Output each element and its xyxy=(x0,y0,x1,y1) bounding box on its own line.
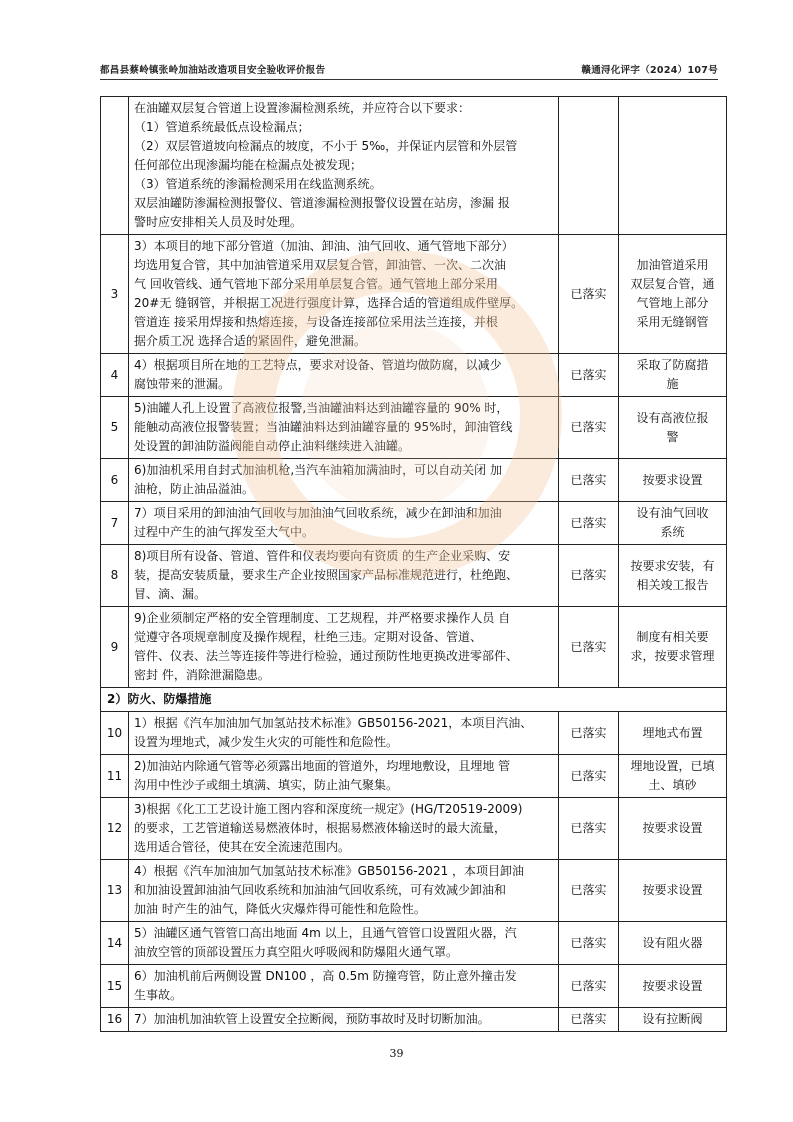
content-line: 密封 件，消除泄漏隐患。 xyxy=(134,668,270,682)
row-status: 已落实 xyxy=(559,235,619,354)
row-number xyxy=(101,97,129,235)
row-remark xyxy=(619,965,727,1008)
content-line: 7）加油机加油软管上设置安全拉断阀，预防事故时及时切断加油。 xyxy=(134,1012,490,1026)
row-remark xyxy=(619,545,727,607)
table-row xyxy=(101,459,727,502)
remark-line: 设有拉断阀 xyxy=(642,1012,703,1026)
content-line: 20#无 缝钢管，并根据工况进行强度计算，选择合适的管道组成件壁厚。 xyxy=(134,296,524,310)
row-remark xyxy=(619,607,727,688)
table-row xyxy=(101,607,727,688)
row-content xyxy=(129,97,559,235)
content-line: （2）双层管道坡向检漏点的坡度，不小于 5‰，并保证内层管和外层管 xyxy=(134,139,518,153)
content-line: （1）管道系统最低点设检漏点； xyxy=(134,120,310,134)
row-content xyxy=(129,1008,559,1032)
remark-line: 系统 xyxy=(660,525,685,539)
content-line: 8)项目所有设备、管道、管件和仪表均要向有资质 的生产企业采购、安 xyxy=(134,549,511,563)
remark-line: 按要求设置 xyxy=(642,883,703,897)
row-status: 已落实 xyxy=(559,712,619,755)
remark-line: 相关竣工报告 xyxy=(636,577,709,592)
content-line: 管件、仪表、法兰等连接件等进行检验，通过预防性地更换改进零部件、 xyxy=(134,649,519,663)
table-row xyxy=(101,860,727,922)
section-row xyxy=(101,688,727,712)
row-content xyxy=(129,397,559,459)
row-content xyxy=(129,545,559,607)
content-line: 油枪，防止油品溢油。 xyxy=(134,482,255,496)
row-content xyxy=(129,965,559,1008)
remark-line: 土、填砂 xyxy=(648,778,697,792)
row-remark xyxy=(619,798,727,860)
remark-line: 警 xyxy=(666,429,679,444)
row-content xyxy=(129,755,559,798)
row-number: 7 xyxy=(101,502,129,545)
remark-line: 采用无缝钢管 xyxy=(636,315,709,329)
remark-line: 按要求设置 xyxy=(642,472,703,487)
remark-line: 埋地设置，已填 xyxy=(630,759,715,773)
table-row xyxy=(101,545,727,607)
remark-line: 按要求设置 xyxy=(642,978,703,993)
row-remark xyxy=(619,712,727,755)
content-line: 设置为埋地式，减少发生火灾的可能性和危险性。 xyxy=(134,735,399,749)
table-row xyxy=(101,502,727,545)
page-number: 39 xyxy=(389,1047,404,1060)
row-status: 已落实 xyxy=(559,1008,619,1032)
row-remark xyxy=(619,502,727,545)
row-number: 11 xyxy=(101,755,129,798)
content-line: 加油 时产生的油气，降低火灾爆炸得可能性和危险性。 xyxy=(134,902,426,916)
row-content xyxy=(129,354,559,397)
row-number: 10 xyxy=(101,712,129,755)
content-line: 双层油罐防渗漏检测报警仪、管道渗漏检测报警仪设置在站房，渗漏 报 xyxy=(134,196,510,210)
row-remark xyxy=(619,922,727,965)
content-line: 和加油设置卸油油气回收系统和加油油气回收系统，可有效减少卸油和 xyxy=(134,883,507,897)
row-content xyxy=(129,922,559,965)
table-row xyxy=(101,965,727,1008)
content-line: 3）本项目的地下部分管道（加油、卸油、油气回收、通气管地下部分） xyxy=(134,239,514,253)
row-status: 已落实 xyxy=(559,755,619,798)
table-body xyxy=(101,97,727,1032)
row-remark xyxy=(619,459,727,502)
content-line: 在油罐双层复合管道上设置渗漏检测系统，并应符合以下要求： xyxy=(134,101,471,115)
remark-line: 求，按要求管理 xyxy=(630,649,715,663)
row-remark xyxy=(619,397,727,459)
remark-line: 制度有相关要 xyxy=(636,630,709,644)
content-line: 沟用中性沙子或细土填满、填实，防止油气聚集。 xyxy=(134,778,399,792)
content-line: 油放空管的顶部设置压力真空阻火呼吸阀和防爆阻火通气罩。 xyxy=(134,945,459,959)
content-line: 1）根据《汽车加油加气加氢站技术标准》GB50156-2021，本项目汽油、 xyxy=(134,716,533,730)
row-content xyxy=(129,607,559,688)
content-line: 警时应安排相关人员及时处理。 xyxy=(134,215,303,229)
row-remark xyxy=(619,354,727,397)
content-line: 过程中产生的油气挥发至大气中。 xyxy=(134,525,315,539)
row-status: 已落实 xyxy=(559,459,619,502)
content-line: 处设置的卸油防溢阀能自动停止油料继续进入油罐。 xyxy=(134,439,411,453)
row-number: 15 xyxy=(101,965,129,1008)
table-row xyxy=(101,235,727,354)
content-line: 腐蚀带来的泄漏。 xyxy=(134,377,231,391)
content-line: 6)加油机采用自封式加油机枪,当汽车油箱加满油时，可以自动关闭 加 xyxy=(134,463,502,477)
report-number: 赣通浔化评字（2024）107号 xyxy=(581,65,718,76)
content-line: 气 回收管线、通气管地下部分采用单层复合管。通气管地上部分采用 xyxy=(134,277,498,291)
row-remark xyxy=(619,755,727,798)
table-row xyxy=(101,354,727,397)
remark-line: 双层复合管，通 xyxy=(630,277,715,291)
content-line: 选用适合管径，使其在安全流速范围内。 xyxy=(134,840,351,854)
row-number: 4 xyxy=(101,354,129,397)
row-status xyxy=(559,97,619,235)
content-line: 管道连 接采用焊接和热熔连接，与设备连接部位采用法兰连接，并根 xyxy=(134,315,498,329)
row-content xyxy=(129,712,559,755)
row-number: 12 xyxy=(101,798,129,860)
table-row xyxy=(101,1008,727,1032)
remark-line: 设有阻火器 xyxy=(642,935,703,950)
row-status: 已落实 xyxy=(559,502,619,545)
remark-line: 采取了防腐措 xyxy=(636,358,709,372)
section-heading: 2）防火、防爆措施 xyxy=(101,688,727,712)
page-header xyxy=(100,62,718,78)
content-line: （3）管道系统的渗漏检测采用在线监测系统。 xyxy=(134,177,382,191)
table-row xyxy=(101,397,727,459)
row-status: 已落实 xyxy=(559,965,619,1008)
row-number: 16 xyxy=(101,1008,129,1032)
table-row xyxy=(101,712,727,755)
table-row xyxy=(101,922,727,965)
row-remark xyxy=(619,235,727,354)
content-line: 的要求，工艺管道输送易燃液体时，根据易燃液体输送时的最大流量， xyxy=(134,821,507,835)
remark-line: 按要求安装，有 xyxy=(630,558,715,573)
remark-line: 设有油气回收 xyxy=(636,506,709,520)
remark-line: 埋地式布置 xyxy=(642,725,703,740)
row-number: 5 xyxy=(101,397,129,459)
content-line: 冒、滴、漏。 xyxy=(134,587,207,601)
row-number: 6 xyxy=(101,459,129,502)
remark-line: 按要求设置 xyxy=(642,821,703,835)
table-row xyxy=(101,97,727,235)
table-row xyxy=(101,755,727,798)
remark-line: 加油管道采用 xyxy=(636,258,709,272)
measures-table xyxy=(100,96,727,1032)
content-line: 生事故。 xyxy=(134,988,183,1002)
row-number: 8 xyxy=(101,545,129,607)
row-number: 3 xyxy=(101,235,129,354)
row-status: 已落实 xyxy=(559,860,619,922)
content-line: 均选用复合管，其中加油管道采用双层复合管，卸油管、一次、二次油 xyxy=(134,258,507,272)
row-status: 已落实 xyxy=(559,545,619,607)
row-remark xyxy=(619,97,727,235)
row-remark xyxy=(619,1008,727,1032)
row-remark xyxy=(619,860,727,922)
content-line: 能触动高液位报警装置；当油罐油料达到油罐容量的 95%时，卸油管线 xyxy=(134,420,513,434)
content-line: 2)加油站内除通气管等必须露出地面的管道外，均埋地敷设，且埋地 管 xyxy=(134,759,511,773)
row-number: 13 xyxy=(101,860,129,922)
row-status: 已落实 xyxy=(559,798,619,860)
content-line: 据介质工况 选择合适的紧固件，避免泄漏。 xyxy=(134,334,366,348)
row-status: 已落实 xyxy=(559,397,619,459)
content-line: 4）根据《汽车加油加气加氢站技术标准》GB50156-2021 ，本项目卸油 xyxy=(134,864,525,878)
content-line: 4）根据项目所在地的工艺特点，要求对设备、管道均做防腐，以减少 xyxy=(134,358,502,372)
content-line: 装，提高安装质量，要求生产企业按照国家产品标准规范进行，杜绝跑、 xyxy=(134,568,519,582)
remark-line: 设有高液位报 xyxy=(636,410,709,425)
header-rule xyxy=(100,79,718,80)
remark-line: 施 xyxy=(666,377,679,391)
content-line: 7）项目采用的卸油油气回收与加油油气回收系统，减少在卸油和加油 xyxy=(134,506,502,520)
row-content xyxy=(129,860,559,922)
row-content xyxy=(129,502,559,545)
content-line: 任何部位出现渗漏均能在检漏点处被发现； xyxy=(134,158,363,172)
row-number: 9 xyxy=(101,607,129,688)
content-line: 3)根据《化工工艺设计施工图内容和深度统一规定》(HG/T20519-2009) xyxy=(134,802,523,816)
content-line: 6）加油机前后两侧设置 DN100 ，高 0.5m 防撞弯管，防止意外撞击发 xyxy=(134,969,517,983)
remark-line: 气管地上部分 xyxy=(636,296,709,310)
row-status: 已落实 xyxy=(559,354,619,397)
row-status: 已落实 xyxy=(559,607,619,688)
row-status: 已落实 xyxy=(559,922,619,965)
content-line: 5）油罐区通气管管口高出地面 4m 以上，且通气管管口设置阻火器，汽 xyxy=(134,926,517,940)
content-line: 觉遵守各项规章制度及操作规程，杜绝三违。定期对设备、管道、 xyxy=(134,630,483,644)
row-content xyxy=(129,235,559,354)
content-line: 5)油罐人孔上设置了高液位报警,当油罐油料达到油罐容量的 90% 时， xyxy=(134,401,509,415)
table-row xyxy=(101,798,727,860)
content-line: 9)企业须制定严格的安全管理制度、工艺规程，并严格要求操作人员 自 xyxy=(134,611,511,625)
row-content xyxy=(129,459,559,502)
report-title: 都昌县蔡岭镇张岭加油站改造项目安全验收评价报告 xyxy=(100,65,326,76)
row-content xyxy=(129,798,559,860)
row-number: 14 xyxy=(101,922,129,965)
